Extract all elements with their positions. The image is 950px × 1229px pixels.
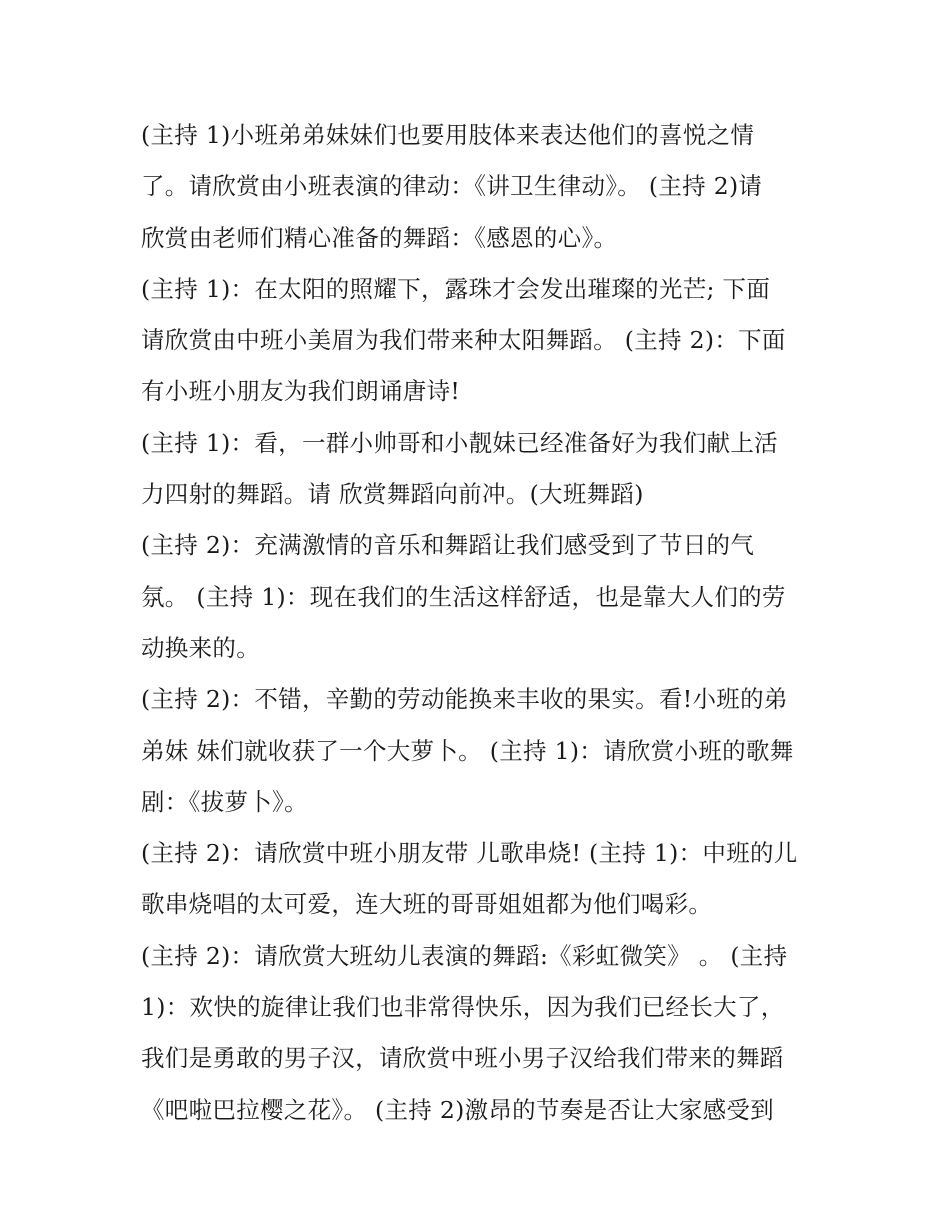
text-line: 了。请欣赏由小班表演的律动：《讲卫生律动》。 (主持 2)请 bbox=[141, 172, 763, 201]
text-line: 动换来的。 bbox=[141, 633, 260, 662]
text-line: 弟妹 妹们就收获了一个大萝卜。 (主持 1)：请欣赏小班的歌舞 bbox=[141, 736, 794, 765]
text-line: 力四射的舞蹈。请 欣赏舞蹈向前冲。(大班舞蹈) bbox=[141, 480, 644, 509]
text-line: (主持 2)：请欣赏大班幼儿表演的舞蹈:《彩虹微笑》 。 (主持 bbox=[141, 941, 788, 970]
text-line: (主持 1)小班弟弟妹妹们也要用肢体来表达他们的喜悦之情 bbox=[141, 121, 755, 149]
text-line: 歌串烧唱的太可爱，连大班的哥哥姐姐都为他们喝彩。 bbox=[141, 890, 713, 919]
text-line: 请欣赏由中班小美眉为我们带来种太阳舞蹈。 (主持 2)：下面 bbox=[141, 326, 786, 355]
text-line: 氛。 (主持 1)：现在我们的生活这样舒适，也是靠大人们的劳 bbox=[141, 582, 786, 611]
text-line: 欣赏由老师们精心准备的舞蹈：《感恩的心》。 bbox=[141, 223, 618, 252]
text-line: 1)：欢快的旋律让我们也非常得快乐，因为我们已经长大了， bbox=[141, 993, 785, 1022]
text-line: 《吧啦巴拉樱之花》。 (主持 2)激昂的节奏是否让大家感受到 bbox=[141, 1095, 774, 1124]
text-line: (主持 1)：在太阳的照耀下，露珠才会发出璀璨的光芒; 下面 bbox=[141, 274, 771, 303]
text-line: (主持 2)：充满激情的音乐和舞蹈让我们感受到了节日的气 bbox=[141, 531, 755, 560]
text-line: 我们是勇敢的男子汉，请欣赏中班小男子汉给我们带来的舞蹈 bbox=[141, 1044, 784, 1073]
document-body bbox=[141, 110, 821, 1136]
text-line: (主持 2)：不错，辛勤的劳动能换来丰收的果实。看!小班的弟 bbox=[141, 685, 788, 714]
text-line: (主持 1)：看，一群小帅哥和小靓妹已经准备好为我们献上活 bbox=[141, 428, 778, 457]
text-line: (主持 2)：请欣赏中班小朋友带 儿歌串烧! (主持 1)：中班的儿 bbox=[141, 839, 798, 868]
text-line: 有小班小朋友为我们朗诵唐诗! bbox=[141, 377, 461, 406]
text-line: 剧：《拔萝卜》。 bbox=[141, 787, 308, 816]
